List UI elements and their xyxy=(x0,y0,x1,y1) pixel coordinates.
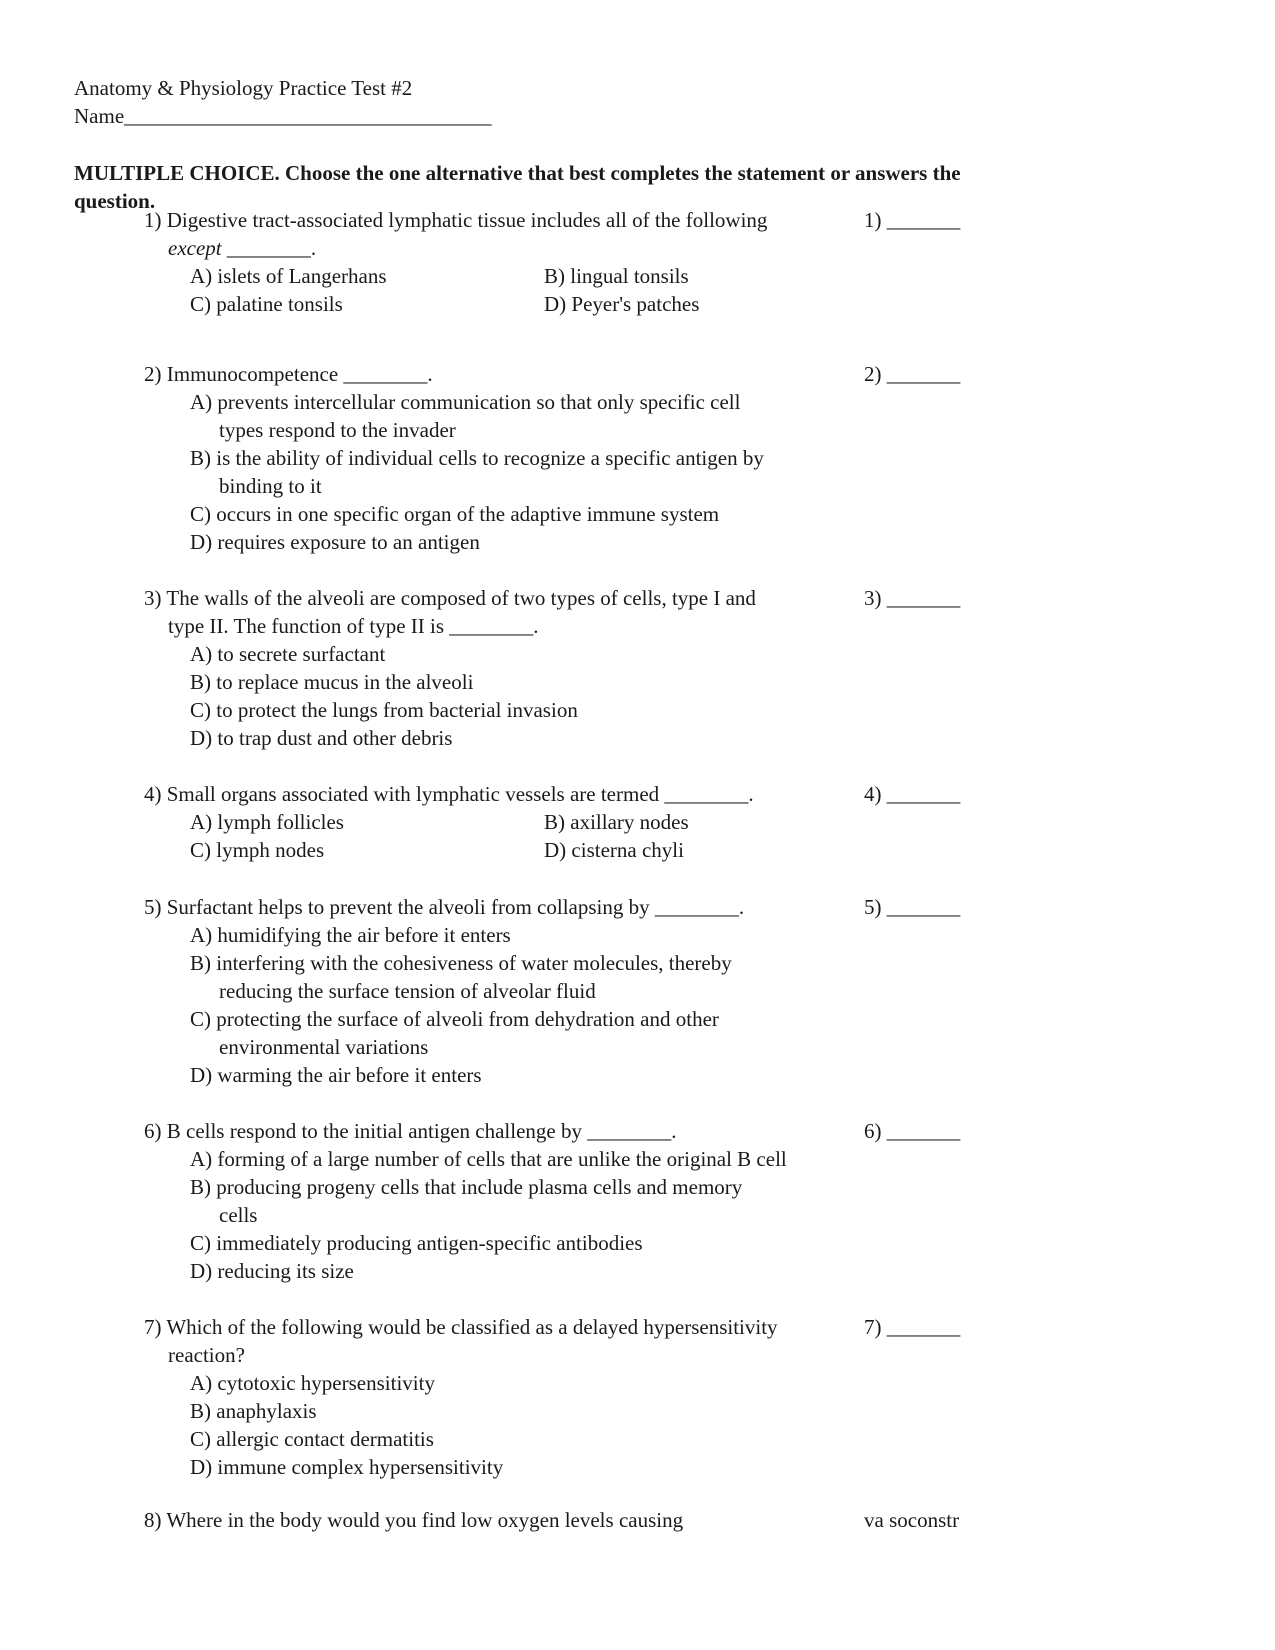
option-c[interactable]: C) protecting the surface of alveoli from dehydration and other environmental variations xyxy=(190,1007,719,1059)
question-text-fragment: va soconstr xyxy=(864,1508,960,1532)
option-d[interactable]: D) reducing its size xyxy=(190,1259,354,1283)
question-8 xyxy=(144,1506,984,1534)
instructions: MULTIPLE CHOICE. Choose the one alternative that best completes the statement or answers the question. xyxy=(74,161,961,213)
option-d[interactable]: D) cisterna chyli xyxy=(544,838,684,862)
option-a[interactable]: A) cytotoxic hypersensitivity xyxy=(190,1371,435,1395)
answer-blank[interactable]: 6) _______ xyxy=(864,1119,961,1143)
answer-blank[interactable]: 3) _______ xyxy=(864,586,961,610)
option-b[interactable]: B) anaphylaxis xyxy=(190,1399,317,1423)
option-b[interactable]: B) interfering with the cohesiveness of water molecules, thereby reducing the surface tension of alveolar fluid xyxy=(190,951,732,1003)
option-c[interactable]: C) allergic contact dermatitis xyxy=(190,1427,434,1451)
answer-blank[interactable]: 2) _______ xyxy=(864,362,961,386)
emphasis-except: except xyxy=(168,236,222,260)
question-text: 7) Which of the following would be classified as a delayed hypersensitivity reaction? xyxy=(144,1315,778,1367)
option-a[interactable]: A) forming of a large number of cells that are unlike the original B cell xyxy=(190,1147,787,1171)
option-b[interactable]: B) lingual tonsils xyxy=(544,264,689,288)
question-text: 1) Digestive tract-associated lymphatic tissue includes all of the following except ________. xyxy=(144,208,768,260)
option-c[interactable]: C) lymph nodes xyxy=(190,838,325,862)
option-b[interactable]: B) to replace mucus in the alveoli xyxy=(190,670,474,694)
name-field-line[interactable]: Name___________________________________ xyxy=(74,104,492,128)
answer-blank[interactable]: 7) _______ xyxy=(864,1315,961,1339)
option-b[interactable]: B) producing progeny cells that include plasma cells and memory cells xyxy=(190,1175,743,1227)
answer-blank[interactable]: 1) _______ xyxy=(864,208,961,232)
option-d[interactable]: D) Peyer's patches xyxy=(544,292,700,316)
option-a[interactable]: A) lymph follicles xyxy=(190,810,344,834)
option-c[interactable]: C) palatine tonsils xyxy=(190,292,343,316)
option-a[interactable]: A) humidifying the air before it enters xyxy=(190,923,511,947)
option-d[interactable]: D) to trap dust and other debris xyxy=(190,726,453,750)
option-d[interactable]: D) immune complex hypersensitivity xyxy=(190,1455,504,1479)
question-text: 5) Surfactant helps to prevent the alveoli from collapsing by ________. xyxy=(144,895,745,919)
option-b[interactable]: B) axillary nodes xyxy=(544,810,689,834)
answer-blank[interactable]: 5) _______ xyxy=(864,895,961,919)
option-a[interactable]: A) prevents intercellular communication so that only specific cell types respond to the invader xyxy=(190,390,741,442)
option-a[interactable]: A) to secrete surfactant xyxy=(190,642,386,666)
option-c[interactable]: C) to protect the lungs from bacterial invasion xyxy=(190,698,578,722)
question-text: 4) Small organs associated with lymphatic vessels are termed ________. xyxy=(144,782,754,806)
question-text: 6) B cells respond to the initial antigen challenge by ________. xyxy=(144,1119,677,1143)
option-a[interactable]: A) islets of Langerhans xyxy=(190,264,387,288)
option-d[interactable]: D) warming the air before it enters xyxy=(190,1063,482,1087)
page-title: Anatomy & Physiology Practice Test #2 xyxy=(74,76,413,100)
option-b[interactable]: B) is the ability of individual cells to recognize a specific antigen by binding to it xyxy=(190,446,764,498)
option-c[interactable]: C) immediately producing antigen-specific antibodies xyxy=(190,1231,643,1255)
answer-blank[interactable]: 4) _______ xyxy=(864,782,961,806)
option-c[interactable]: C) occurs in one specific organ of the adaptive immune system xyxy=(190,502,720,526)
question-text: 2) Immunocompetence ________. xyxy=(144,362,433,386)
question-text: 3) The walls of the alveoli are composed of two types of cells, type I and type II. The function of type II is ________. xyxy=(144,586,756,638)
question-text: 8) Where in the body would you find low oxygen levels causing xyxy=(144,1508,684,1532)
option-d[interactable]: D) requires exposure to an antigen xyxy=(190,530,480,554)
